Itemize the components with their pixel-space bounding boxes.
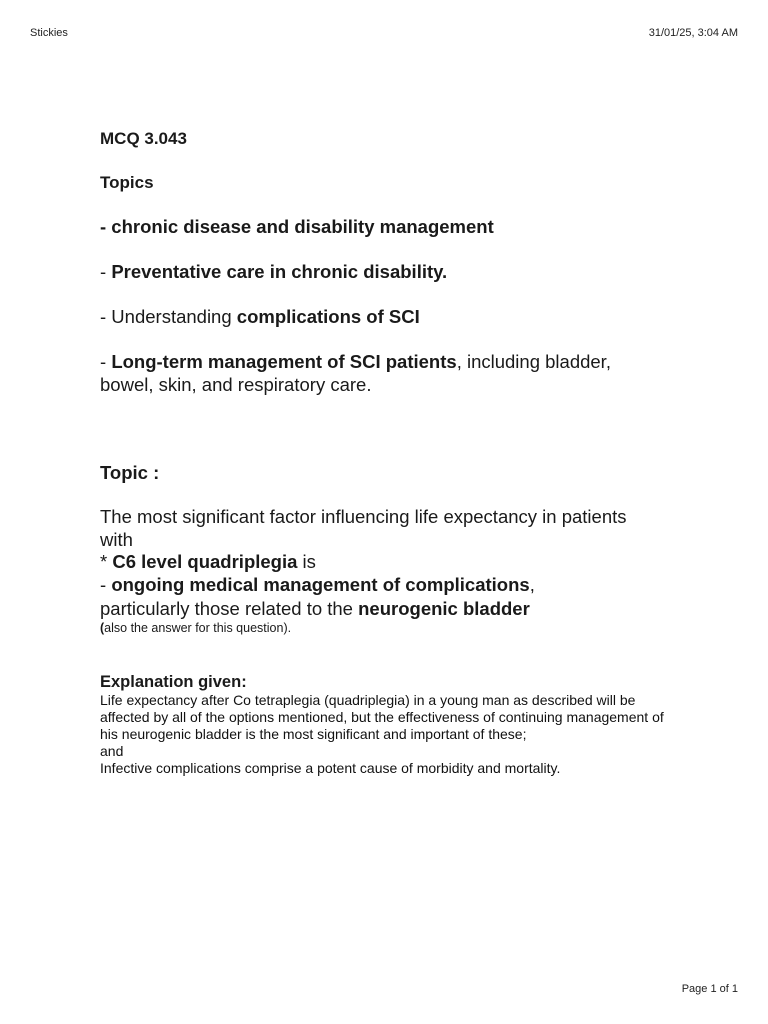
topic-item-chronic-disease: - chronic disease and disability management [100,216,494,237]
answer-star: * [100,551,113,572]
topic-bold-text: complications of SCI [236,306,420,327]
note-title: MCQ 3.043 [100,129,187,148]
topic-item-long-term-management [100,350,620,396]
answer-intro: The most significant factor influencing life expectancy in patients with [100,506,627,550]
topic-plain-text: - Understanding [100,306,237,327]
explanation-paragraph: Infective complications comprise a potent cause of morbidity and mortality. [100,760,561,776]
answer-plain-text: , [529,574,535,595]
answer-paren: ( [100,621,105,635]
topic-bold-text: Long-term management of SCI patients [111,351,457,372]
answer-note [100,621,680,636]
answer-bold-text: ongoing medical management of complications [111,574,530,595]
topic-dash: - [100,351,112,372]
answer-c6-line [100,550,680,573]
topic-plain-text: , including bladder, bowel, skin, and respiratory care. [100,351,611,395]
answer-bladder-line [100,597,680,620]
app-name: Stickies [30,27,68,39]
answer-note-text: also the answer for this question). [104,621,292,635]
answer-bold-text: neurogenic bladder [358,598,530,619]
answer-dash: - [100,574,112,595]
topic-item-complications [100,305,680,328]
topic-heading: Topic : [100,462,160,483]
answer-plain-text: particularly those related to the [100,598,359,619]
topic-bold-text: Preventative care in chronic disability. [111,261,448,282]
explanation-body [100,692,670,777]
explanation-and: and [100,743,124,759]
explanation-paragraph: Life expectancy after Co tetraplegia (quadriplegia) in a young man as described will be affected by all of the options mentioned, but the effectiveness of continuing management of his neurogenic bladder is the most significant and important of these; [100,692,664,742]
print-timestamp: 31/01/25, 3:04 AM [648,27,738,39]
explanation-heading: Explanation given: [100,673,247,691]
topic-dash: - [100,261,112,282]
answer-bold-text: C6 level quadriplegia [112,551,298,572]
page-number: Page 1 of 1 [681,983,738,995]
answer-plain-text: is [297,551,316,572]
topic-item-preventative-care [100,260,680,283]
answer-management-line [100,573,680,596]
topics-heading: Topics [100,173,154,192]
